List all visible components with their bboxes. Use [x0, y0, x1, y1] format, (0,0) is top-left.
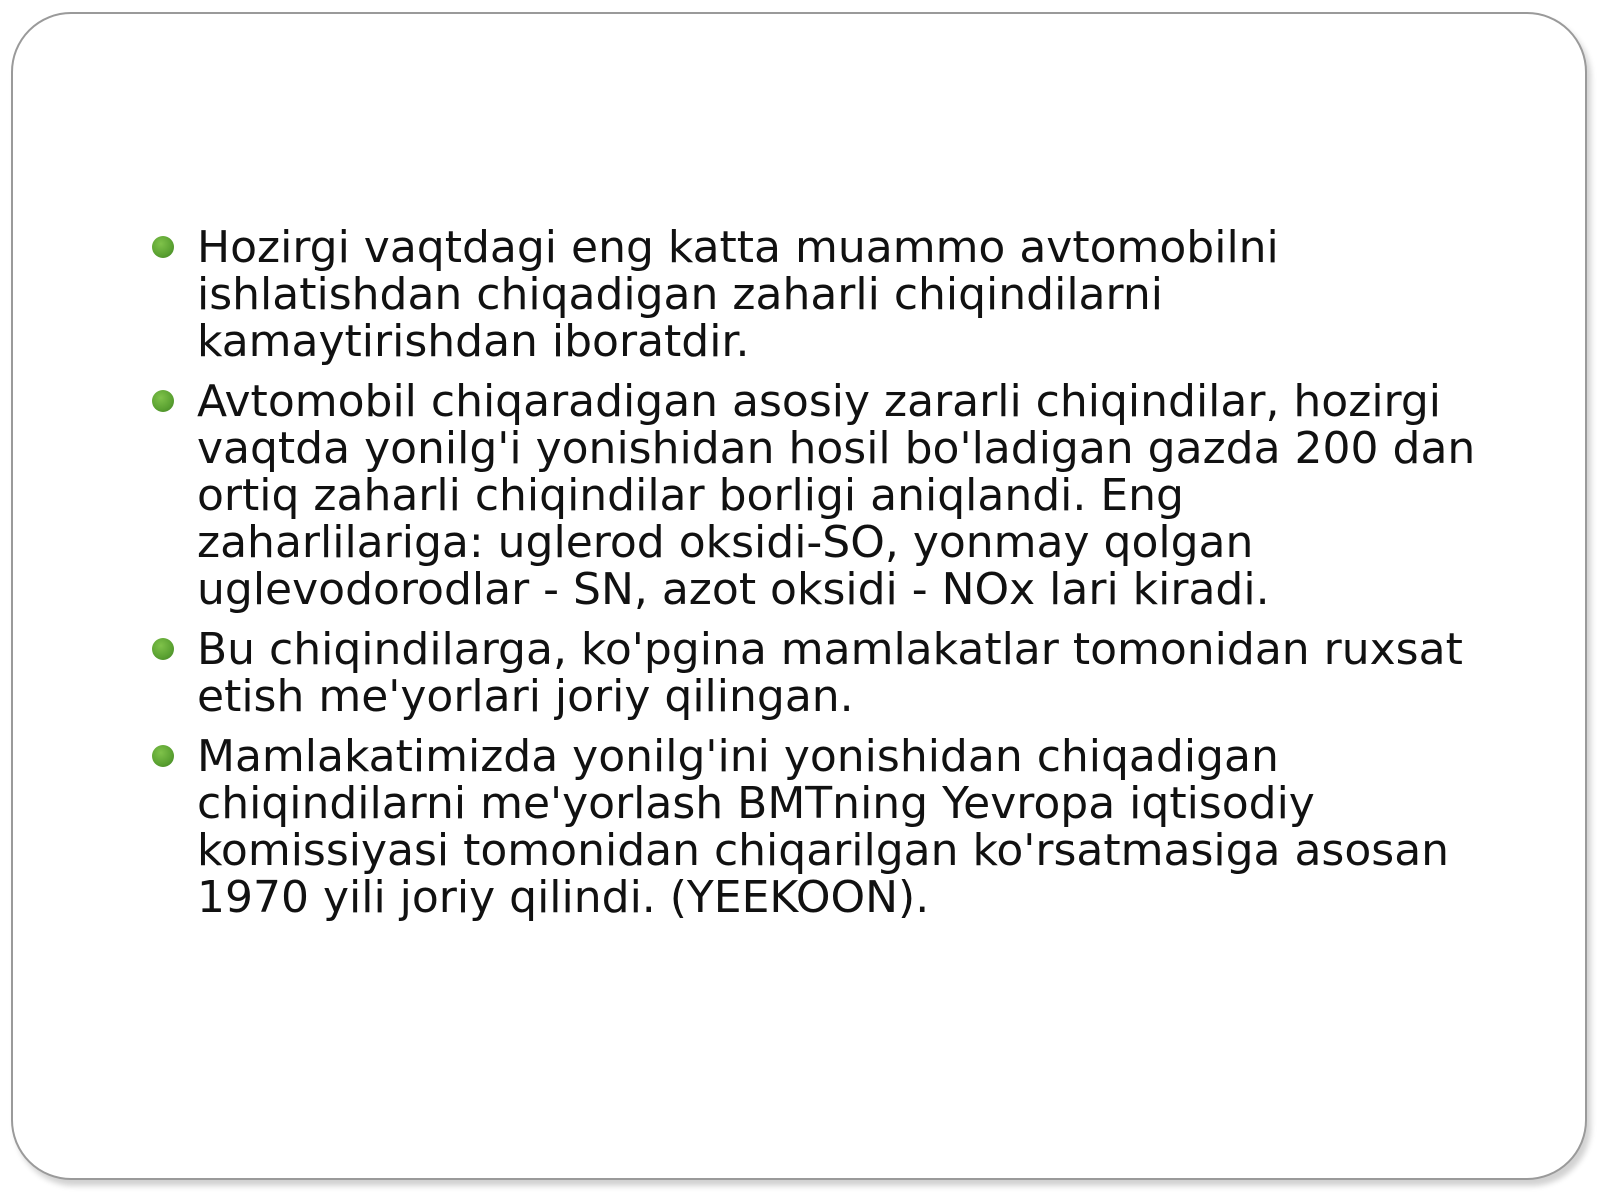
- bullet-text: Mamlakatimizda yonilg'ini yonishidan chiqadigan chiqindilarni me'yorlash BMTning Yevropa iqtisodiy komissiyasi tomonidan chiqarilgan ko'rsatmasiga asosan 1970 yili joriy qilindi. (YEEKOON).: [197, 731, 1450, 923]
- bullet-item: [152, 733, 1482, 921]
- bullet-text: Avtomobil chiqaradigan asosiy zararli chiqindilar, hozirgi vaqtda yonilg'i yonishidan hosil bo'ladigan gazda 200 dan ortiq zaharli chiqindilar borligi aniqlandi. Eng zaharlilariga: uglerod oksidi-SO, yonmay qolgan uglevodorodlar - SN, azot oksidi - NOx lari kiradi.: [197, 376, 1476, 615]
- slide-frame: [11, 12, 1587, 1180]
- bullet-text: Hozirgi vaqtdagi eng katta muammo avtomobilni ishlatishdan chiqadigan zaharli chiqindilarni kamaytirishdan iboratdir.: [197, 222, 1279, 367]
- bullet-item: [152, 378, 1482, 613]
- bullet-dot-icon: [152, 745, 174, 767]
- bullet-item: [152, 224, 1482, 365]
- bullet-dot-icon: [152, 390, 174, 412]
- bullet-dot-icon: [152, 638, 174, 660]
- bullet-dot-icon: [152, 236, 174, 258]
- bullet-list: [152, 224, 1482, 934]
- bullet-item: [152, 626, 1482, 720]
- bullet-text: Bu chiqindilarga, ko'pgina mamlakatlar tomonidan ruxsat etish me'yorlari joriy qilingan.: [197, 624, 1463, 722]
